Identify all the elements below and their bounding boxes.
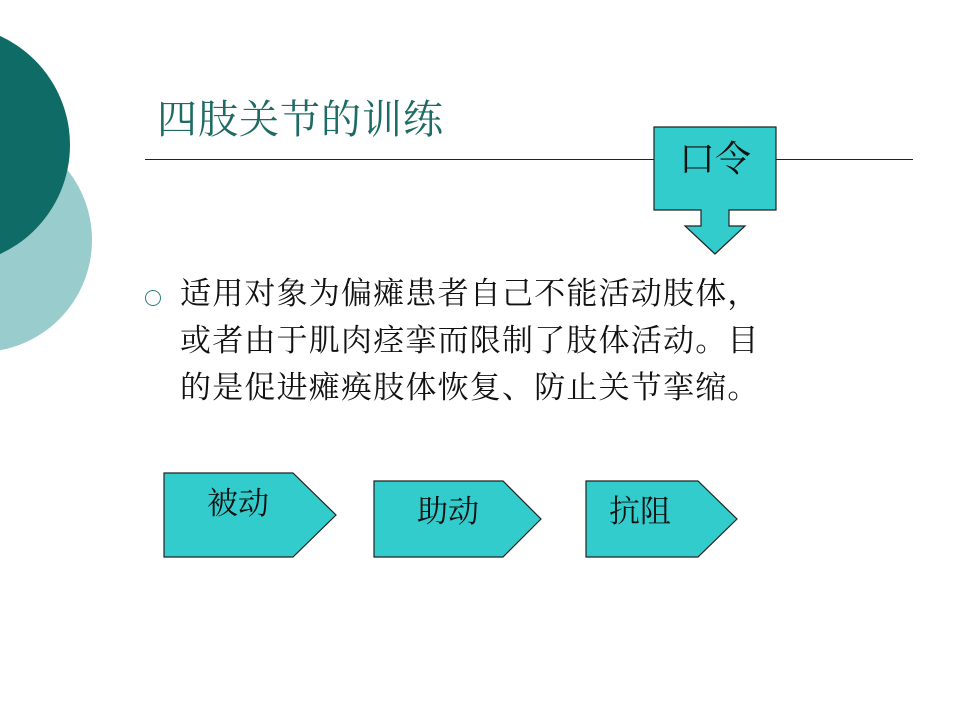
step-resisted (585, 480, 739, 558)
bullet-marker (145, 290, 161, 306)
bullet-text (180, 271, 900, 412)
callout-label: 口令 (678, 139, 751, 180)
step-label: 助动 (417, 494, 479, 530)
step-label: 抗阻 (609, 494, 671, 530)
step-label: 被动 (207, 486, 269, 522)
step-passive (163, 472, 338, 558)
bullet-line: 适用对象为偏瘫患者自己不能活动肢体， (180, 276, 760, 312)
title-divider (145, 159, 913, 160)
step-assisted (373, 480, 543, 558)
bullet-line: 的是促进瘫痪肢体恢复、防止关节挛缩。 (180, 370, 760, 406)
slide-title: 四肢关节的训练 (157, 97, 444, 143)
bullet-line: 或者由于肌肉痉挛而限制了肢体活动。目 (180, 323, 760, 359)
decorative-circles (0, 0, 120, 400)
